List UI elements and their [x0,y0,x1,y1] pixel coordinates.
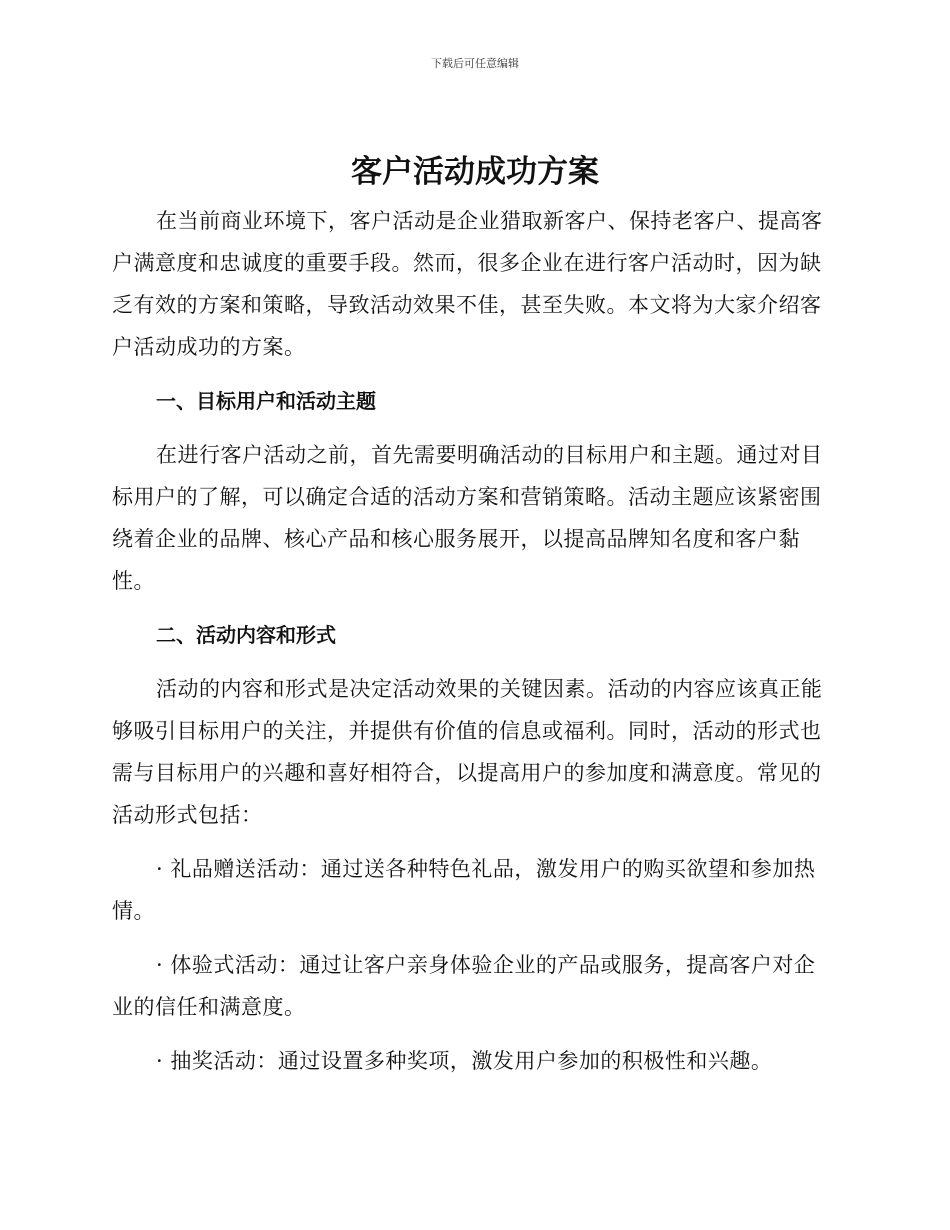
section-paragraph-content-form: 活动的内容和形式是决定活动效果的关键因素。活动的内容应该真正能够吸引目标用户的关注，并提供有价值的信息或福利。同时，活动的形式也需与目标用户的兴趣和喜好相符合，以提高用户的参加度和满意度。常见的活动形式包括： [112,677,823,827]
spacer [112,602,832,614]
section-heading-target-users: 一、目标用户和活动主题 [156,389,376,413]
spacer [112,836,832,848]
bullet-item-lottery: · 抽奖活动：通过设置多种奖项，激发用户参加的积极性和兴趣。 [156,1049,773,1073]
document-body [112,200,832,1082]
spacer [112,1028,832,1040]
bullet-item-experience: · 体验式活动：通过让客户亲身体验企业的产品或服务，提高客户对企业的信任和满意度。 [112,953,816,1019]
section-heading-content-form: 二、活动内容和形式 [156,623,336,647]
document-title: 客户活动成功方案 [351,154,599,190]
spacer [112,422,832,434]
spacer [112,932,832,944]
spacer [112,368,832,380]
header-note: 下载后可任意编辑 [431,57,519,70]
section-paragraph-target-users: 在进行客户活动之前，首先需要明确活动的目标用户和主题。通过对目标用户的了解，可以确定合适的活动方案和营销策略。活动主题应该紧密围绕着企业的品牌、核心产品和核心服务展开，以提高品牌知名度和客户黏性。 [112,443,823,593]
bullet-item-gift: · 礼品赠送活动：通过送各种特色礼品，激发用户的购买欲望和参加热情。 [112,857,816,923]
intro-paragraph: 在当前商业环境下，客户活动是企业猎取新客户、保持老客户、提高客户满意度和忠诚度的重要手段。然而，很多企业在进行客户活动时，因为缺乏有效的方案和策略，导致活动效果不佳，甚至失败。本文将为大家介绍客户活动成功的方案。 [112,209,823,359]
spacer [112,656,832,668]
